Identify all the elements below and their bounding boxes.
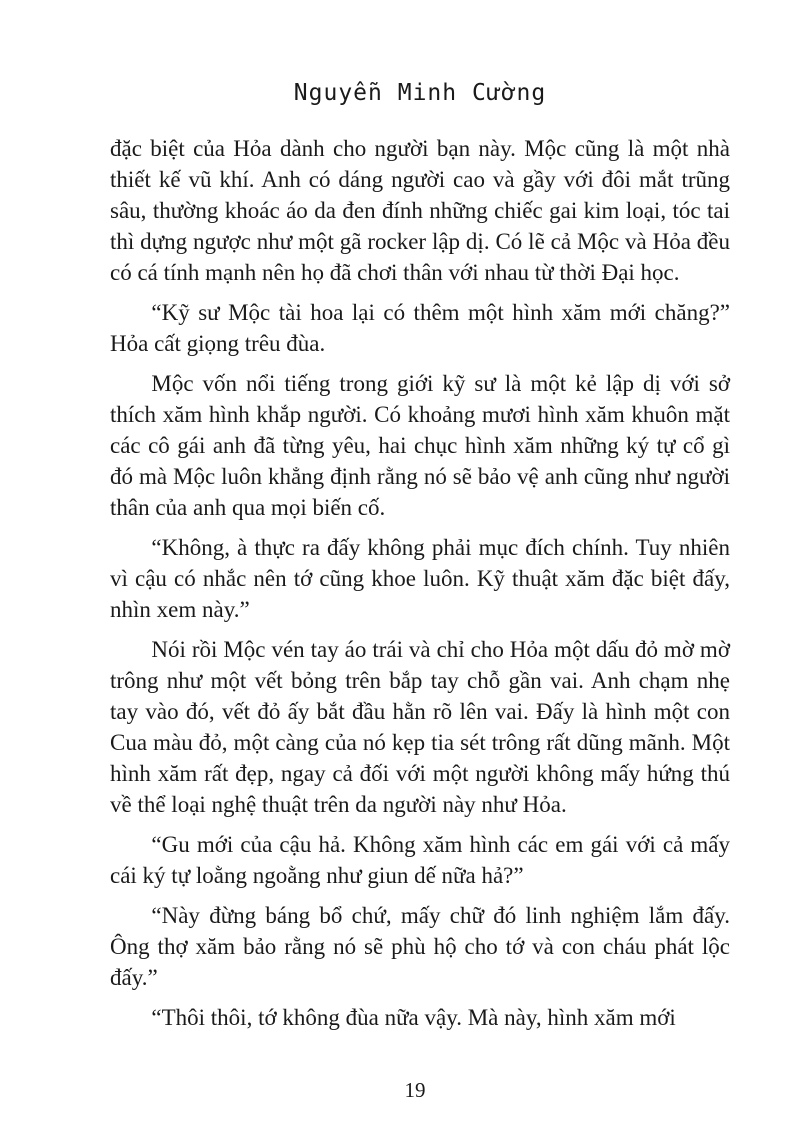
paragraph-5: Nói rồi Mộc vén tay áo trái và chỉ cho Hỏa một dấu đỏ mờ mờ trông như một vết bỏng trên bắp tay chỗ gần vai. Anh chạm nhẹ tay vào đó, vết đỏ ấy bắt đầu hằn rõ lên vai. Đấy là hình một con Cua màu đỏ, một càng của nó kẹp tia sét trông rất dũng mãnh. Một hình xăm rất đẹp, ngay cả đối với một người không mấy hứng thú về thể loại nghệ thuật trên da người này như Hỏa. bbox=[110, 637, 730, 817]
paragraph-6: “Gu mới của cậu hả. Không xăm hình các em gái với cả mấy cái ký tự loằng ngoằng như giun dế nữa hả?” bbox=[110, 832, 730, 888]
paragraph-2: “Kỹ sư Mộc tài hoa lại có thêm một hình xăm mới chăng?” Hỏa cất giọng trêu đùa. bbox=[110, 300, 730, 356]
page-number: 19 bbox=[404, 1078, 426, 1102]
page-body bbox=[110, 133, 730, 1042]
running-header-author: Nguyễn Minh Cường bbox=[293, 80, 547, 106]
paragraph-7: “Này đừng báng bổ chứ, mấy chữ đó linh nghiệm lắm đấy. Ông thợ xăm bảo rằng nó sẽ phù hộ cho tớ và con cháu phát lộc đấy.” bbox=[110, 903, 730, 990]
paragraph-3: Mộc vốn nổi tiếng trong giới kỹ sư là một kẻ lập dị với sở thích xăm hình khắp người. Có khoảng mươi hình xăm khuôn mặt các cô gái anh đã từng yêu, hai chục hình xăm những ký tự cổ gì đó mà Mộc luôn khẳng định rằng nó sẽ bảo vệ anh cũng như người thân của anh qua mọi biến cố. bbox=[110, 371, 730, 520]
paragraph-8: “Thôi thôi, tớ không đùa nữa vậy. Mà này, hình xăm mới bbox=[151, 1005, 676, 1030]
paragraph-4: “Không, à thực ra đấy không phải mục đích chính. Tuy nhiên vì cậu có nhắc nên tớ cũng khoe luôn. Kỹ thuật xăm đặc biệt đấy, nhìn xem này.” bbox=[110, 535, 730, 622]
paragraph-1: đặc biệt của Hỏa dành cho người bạn này. Mộc cũng là một nhà thiết kế vũ khí. Anh có dáng người cao và gầy với đôi mắt trũng sâu, thường khoác áo da đen đính những chiếc gai kim loại, tóc tai thì dựng ngược như một gã rocker lập dị. Có lẽ cả Mộc và Hỏa đều có cá tính mạnh nên họ đã chơi thân với nhau từ thời Đại học. bbox=[110, 136, 730, 285]
